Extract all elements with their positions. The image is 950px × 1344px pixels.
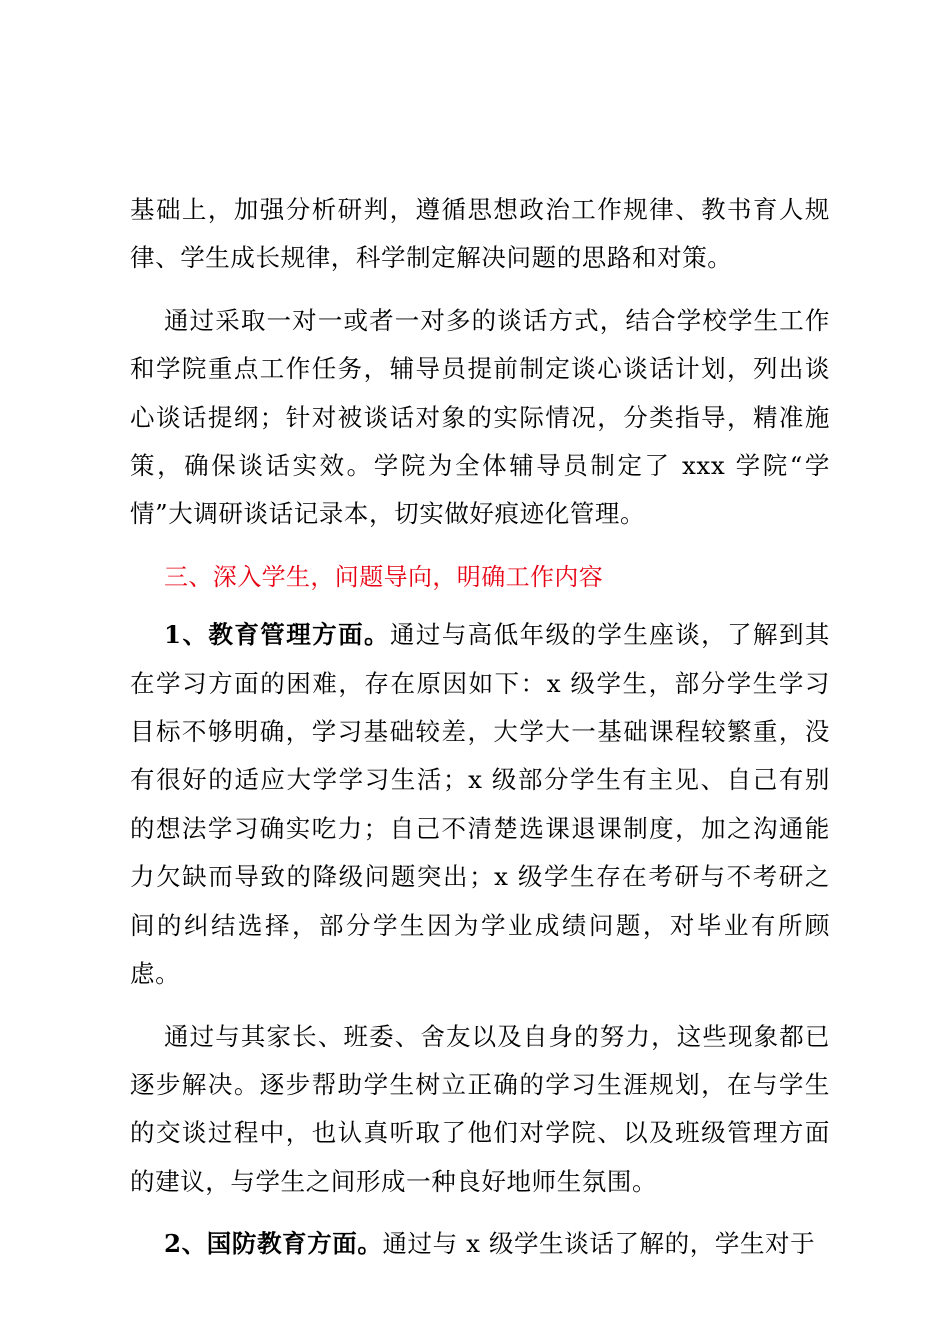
- section-heading-3: 三、深入学生，问题导向，明确工作内容: [164, 562, 604, 591]
- paragraph-resolution: 通过与其家长、班委、舍友以及自身的努力，这些现象都已逐步解决。逐步帮助学生树立正确的学习生涯规划，在与学生的交谈过程中，也认真听取了他们对学院、以及班级管理方面的建议，与学生之间形成一种良好地师生氛围。: [130, 1021, 830, 1196]
- subheading-education-management: 1、教育管理方面。: [164, 620, 390, 650]
- subheading-defense-education: 2、国防教育方面。: [164, 1229, 383, 1259]
- paragraph-continuation: 基础上，加强分析研判，遵循思想政治工作规律、教书育人规律、学生成长规律，科学制定解决问题的思路和对策。: [130, 195, 830, 273]
- paragraph-defense-education-text: 通过与 x 级学生谈话了解的，学生对于: [382, 1229, 816, 1259]
- paragraph-education-management-text: 通过与高低年级的学生座谈，了解到其在学习方面的困难，存在原因如下：x 级学生，部分学生学习目标不够明确，学习基础较差，大学大一基础课程较繁重，没有很好的适应大学学习生活；x 级部分学生有主见、自己有别的想法学习确实吃力；自己不清楚选课退课制度，加之沟通能力欠缺而导致的降级问题突出；x 级学生存在考研与不考研之间的纠结选择，部分学生因为学业成绩问题，对毕业有所顾虑。: [130, 620, 830, 989]
- document-body: [130, 186, 830, 1281]
- paragraph-education-management: [130, 611, 830, 998]
- paragraph-talk-methods: 通过采取一对一或者一对多的谈话方式，结合学校学生工作和学院重点工作任务，辅导员提前制定谈心谈话计划，列出谈心谈话提纲；针对被谈话对象的实际情况，分类指导，精准施策，确保谈话实效。学院为全体辅导员制定了 xxx 学院“学情”大调研谈话记录本，切实做好痕迹化管理。: [130, 305, 830, 529]
- paragraph-defense-education: [130, 1220, 830, 1268]
